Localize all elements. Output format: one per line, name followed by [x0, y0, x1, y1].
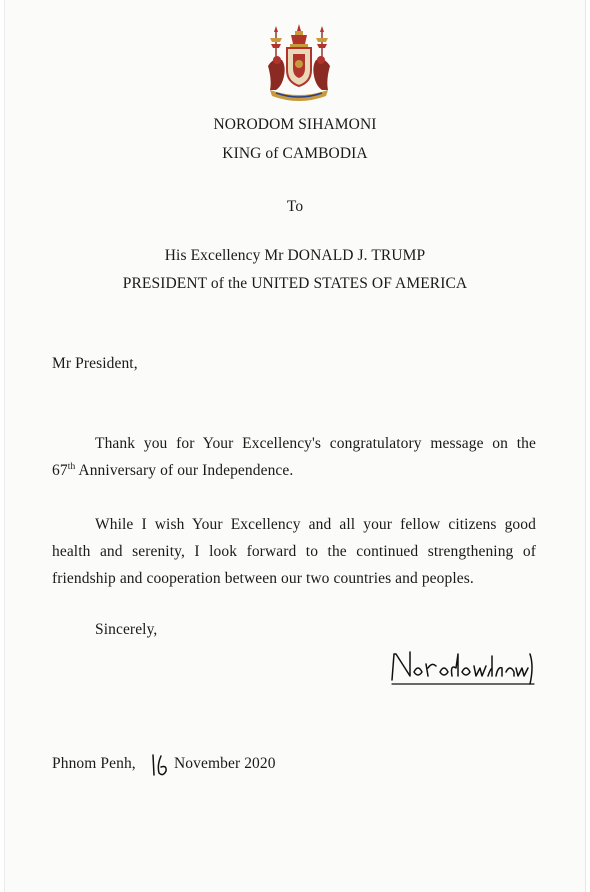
letter-page — [4, 0, 586, 892]
signature-icon — [388, 646, 538, 688]
paragraph-2-line-1: While I wish Your Excellency and all your fellow citizens good — [95, 516, 536, 533]
ordinal-suffix: th — [67, 462, 76, 472]
paragraph-1-line-2-rest: Anniversary of our Independence. — [75, 462, 294, 479]
handwritten-day — [149, 751, 171, 777]
royal-crest-icon — [260, 22, 338, 104]
date-month-year: November 2020 — [174, 755, 276, 772]
sender-name: NORODOM SIHAMONI — [213, 116, 377, 133]
to-label: To — [286, 198, 304, 215]
addressee-name: His Excellency Mr DONALD J. TRUMP — [164, 247, 426, 264]
ordinal-number: 67 — [52, 462, 68, 479]
closing: Sincerely, — [95, 621, 158, 638]
paragraph-2-line-3: friendship and cooperation between our two countries and peoples. — [52, 570, 474, 587]
paragraph-1-line-1: Thank you for Your Excellency's congratulatory message on the — [95, 435, 536, 452]
paragraph-2-line-2: health and serenity, I look forward to the continued strengthening of — [52, 543, 536, 560]
salutation: Mr President, — [52, 355, 138, 372]
sender-title: KING of CAMBODIA — [222, 145, 368, 162]
addressee-title: PRESIDENT of the UNITED STATES OF AMERICA — [122, 275, 468, 292]
paragraph-1-line-2 — [52, 462, 293, 480]
date-place: Phnom Penh, — [52, 755, 136, 772]
